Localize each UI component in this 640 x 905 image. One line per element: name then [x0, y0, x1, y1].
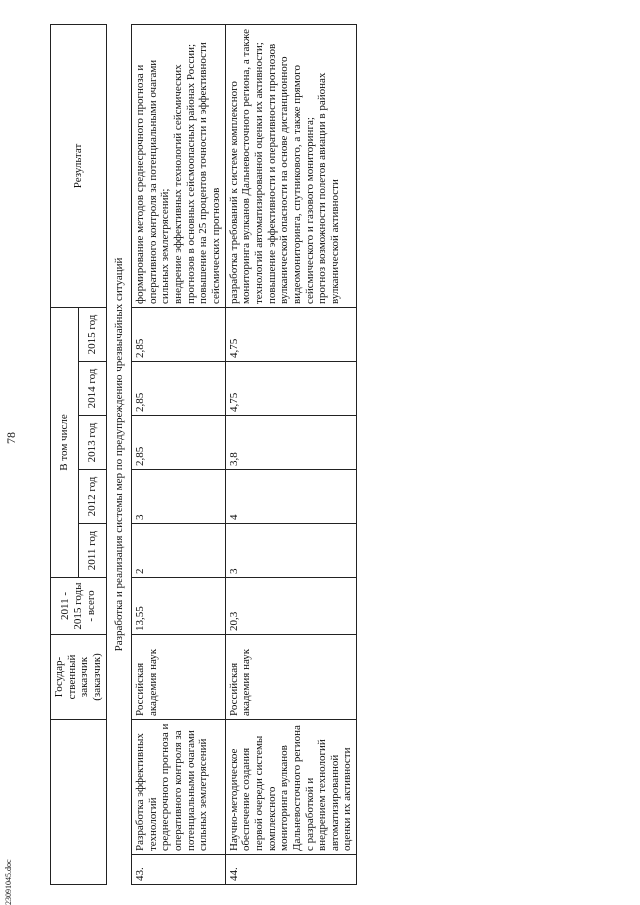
row-total: 13,55 — [132, 578, 225, 635]
header-including: В том числе — [51, 308, 79, 578]
document-id: 23091045.doc — [4, 859, 13, 905]
row-result — [132, 25, 225, 308]
table-row — [132, 25, 225, 885]
header-year-2014: 2014 год — [78, 362, 106, 416]
section-title: Разработка и реализация системы мер по предупреждению чрезвычайных ситуаций — [106, 25, 132, 885]
row-2013: 2,85 — [132, 416, 225, 470]
header-year-2015: 2015 год — [78, 308, 106, 362]
row-2015: 2,85 — [132, 308, 225, 362]
result-line: формирование методов среднесрочного прогноза и оперативного контроля за потенциальными очагами сильных землетрясений; — [134, 59, 172, 304]
header-year-2012: 2012 год — [78, 470, 106, 524]
row-2013: 3,8 — [225, 416, 356, 470]
header-year-2011: 2011 год — [78, 524, 106, 578]
row-name: Научно-методическое обеспечение создания первой очереди системы комплексного мониторинга вулканов Дальневосточного региона с разработкой и внедрением технологий автоматизированной оценки их активности — [225, 720, 356, 855]
result-line: прогноз возможности полетов авиации в районах вулканической активности — [316, 72, 341, 304]
row-2011: 2 — [132, 524, 225, 578]
row-2014: 2,85 — [132, 362, 225, 416]
row-2015: 4,75 — [225, 308, 356, 362]
row-2012: 3 — [132, 470, 225, 524]
result-line: разработка требований к системе комплексного мониторинга вулканов Дальневосточного региона, а также технологий автоматизированной оценки их активности; — [227, 28, 265, 304]
row-name: Разработка эффективных технологий среднесрочного прогноза и оперативного контроля за потенциальными очагами сильных землетрясений — [132, 720, 225, 855]
header-total: 2011 - 2015 годы - всего — [51, 578, 107, 635]
page-number: 78 — [4, 432, 18, 444]
row-2011: 3 — [225, 524, 356, 578]
row-number: 44. — [225, 855, 356, 885]
result-line: повышение эффективности и оперативности прогнозов вулканической опасности на основе дистанционного видеомониторинга, спутникового, а также прямого сейсмического и газового мониторинга; — [265, 43, 316, 304]
row-total: 20,3 — [225, 578, 356, 635]
measures-table — [50, 24, 357, 885]
rotated-table-page — [50, 25, 585, 885]
result-line: повышение на 25 процентов точности и эффективности сейсмических прогнозов — [197, 42, 223, 304]
result-line: внедрение эффективных технологий сейсмических прогнозов в основных сейсмоопасных районах России; — [172, 43, 197, 304]
header-year-2013: 2013 год — [78, 416, 106, 470]
row-result — [225, 25, 356, 308]
header-blank — [51, 720, 107, 885]
row-customer: Российская академия наук — [132, 635, 225, 720]
row-2014: 4,75 — [225, 362, 356, 416]
row-customer: Российская академия наук — [225, 635, 356, 720]
row-number: 43. — [132, 855, 225, 885]
header-result: Результат — [51, 25, 107, 308]
table-row — [225, 25, 356, 885]
row-2012: 4 — [225, 470, 356, 524]
header-customer: Государ- ственный заказчик (заказчик) — [51, 635, 107, 720]
